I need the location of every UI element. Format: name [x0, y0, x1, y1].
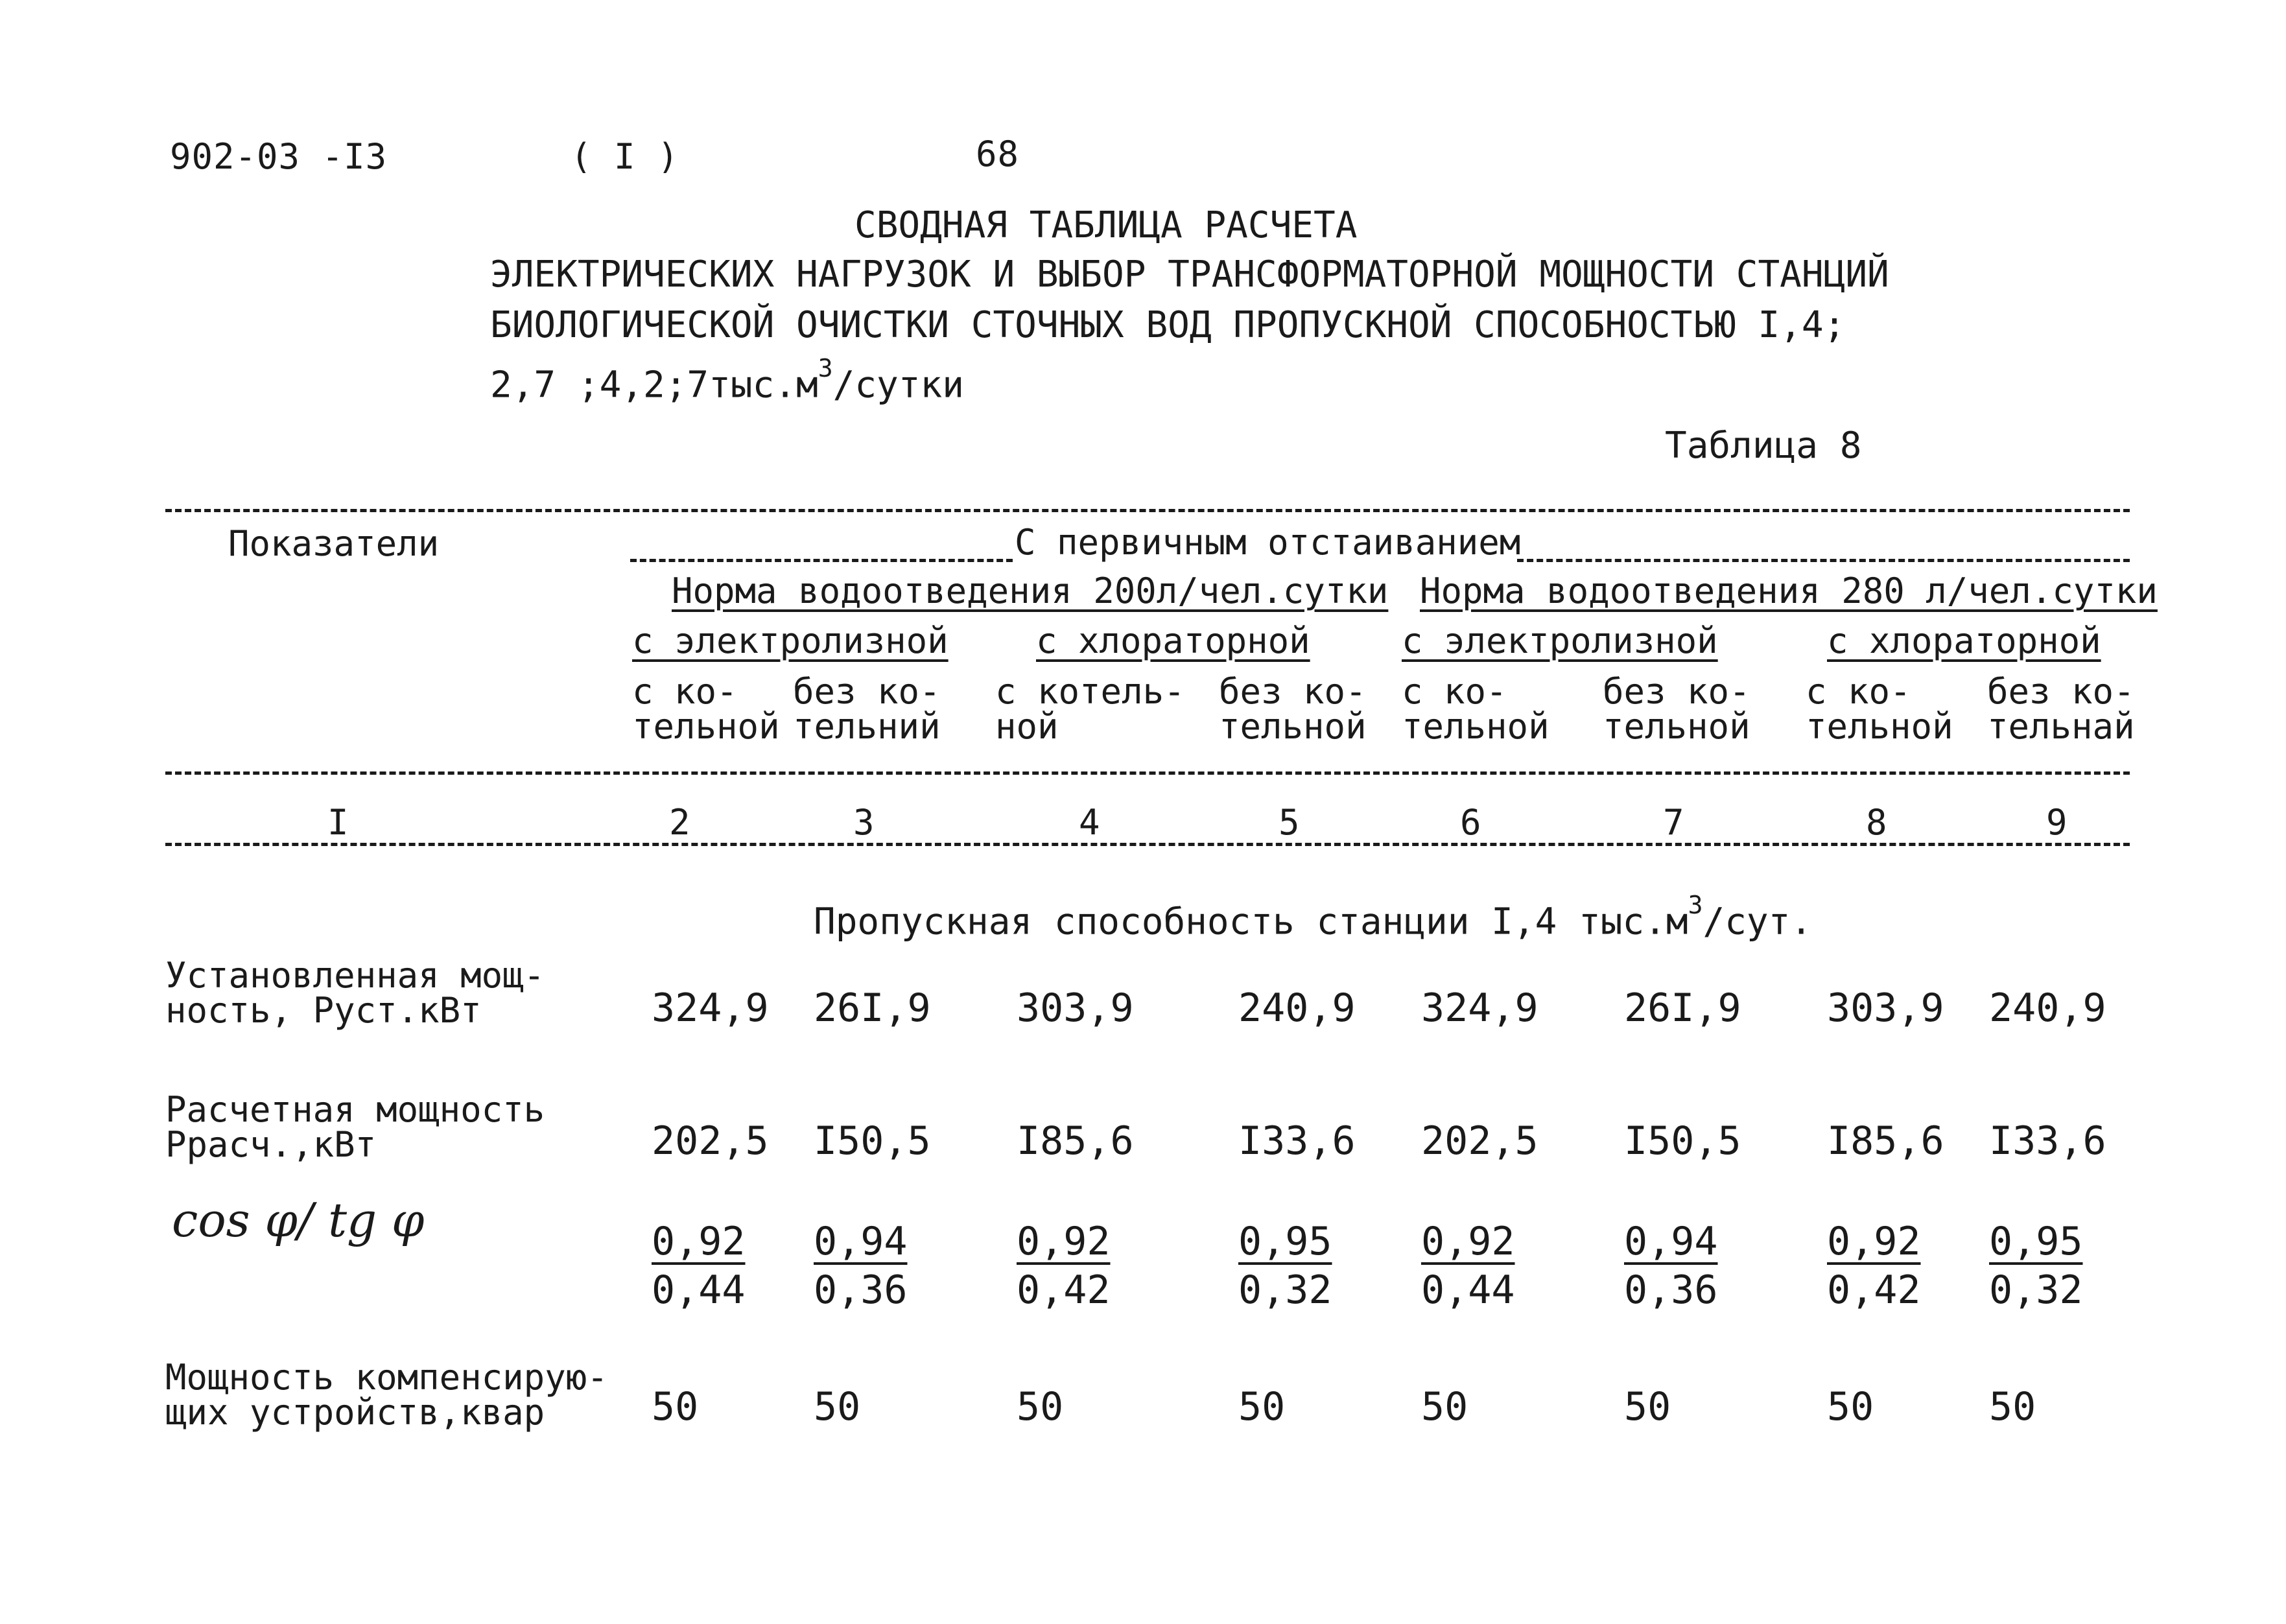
compensation-col6: 50 — [1421, 1384, 1468, 1430]
norm-200-header: Норма водоотведения 200л/чел.сутки — [672, 571, 1389, 611]
section-heading — [814, 889, 1812, 946]
tg-col5: 0,32 — [1238, 1267, 1332, 1313]
tg-col6: 0,44 — [1421, 1267, 1515, 1313]
document-code: 902-03 -I3 — [170, 136, 388, 177]
col-header-5-line1: без ко- — [1219, 671, 1367, 712]
row-label-line1: Мощность компенсирую- — [165, 1357, 608, 1398]
col-header-2-line2: тельной — [632, 706, 780, 747]
calculated-power-col6: 202,5 — [1421, 1118, 1538, 1164]
col-header-4 — [995, 671, 1185, 747]
compensation-col3: 50 — [814, 1384, 861, 1430]
col-header-8-line2: тельной — [1806, 706, 1953, 747]
cos-col9: 0,95 — [1989, 1219, 2083, 1264]
title-line-4-text: 2,7 ;4,2;7тыс.м — [490, 364, 818, 406]
row-label-line1: Установленная мощ- — [165, 955, 545, 996]
compensation-col7: 50 — [1624, 1384, 1671, 1430]
row-label-line2: ность, Руст.кВт — [165, 990, 482, 1031]
calculated-power-col2: 202,5 — [652, 1118, 769, 1164]
group-rule-left — [630, 559, 1013, 562]
col-header-3-line2: тельний — [793, 706, 941, 747]
col-number-9: 9 — [2046, 802, 2068, 843]
col-number-7: 7 — [1663, 802, 1684, 843]
cos-col3: 0,94 — [814, 1219, 908, 1264]
page-number: 68 — [976, 134, 1020, 174]
tg-col4: 0,42 — [1017, 1267, 1111, 1313]
tg-col2: 0,44 — [652, 1267, 746, 1313]
section-cubic-superscript: 3 — [1688, 891, 1703, 919]
col-number-6: 6 — [1460, 802, 1481, 843]
col-header-9-line2: тельнай — [1987, 706, 2135, 747]
compensation-col8: 50 — [1827, 1384, 1874, 1430]
row-label-line1: Расчетная мощность — [165, 1089, 545, 1130]
compensation-col5: 50 — [1238, 1384, 1286, 1430]
col-header-4-line1: с котель- — [995, 671, 1185, 712]
calculated-power-col9: I33,6 — [1989, 1118, 2106, 1164]
installed-power-col8: 303,9 — [1827, 985, 1944, 1031]
col-header-6-line2: тельной — [1402, 706, 1550, 747]
col-header-3 — [793, 671, 941, 747]
col-number-5: 5 — [1279, 802, 1300, 843]
col-header-7-line2: тельной — [1603, 706, 1750, 747]
tg-col7: 0,36 — [1624, 1267, 1718, 1313]
col-header-9 — [1987, 671, 2135, 747]
header-bottom-rule — [165, 771, 2130, 775]
section-heading-text: Пропускная способность станции I,4 тыс.м — [814, 900, 1688, 943]
row-label-line2: щих устройств,квар — [165, 1392, 545, 1433]
indicator-header: Показатели — [228, 523, 440, 564]
table-label: Таблица 8 — [1665, 425, 1862, 467]
col-header-6-line1: с ко- — [1402, 671, 1507, 712]
sub-header-1: с электролизной — [632, 620, 949, 661]
norm-280-header: Норма водоотведения 280 л/чел.сутки — [1420, 571, 2158, 611]
tg-col8: 0,42 — [1827, 1267, 1921, 1313]
col-number-4: 4 — [1079, 802, 1100, 843]
calculated-power-col8: I85,6 — [1827, 1118, 1944, 1164]
cubic-superscript: 3 — [818, 354, 833, 382]
calculated-power-col3: I50,5 — [814, 1118, 931, 1164]
col-number-1: I — [327, 802, 349, 843]
col-header-3-line1: без ко- — [793, 671, 941, 712]
title-line-1: СВОДНАЯ ТАБЛИЦА РАСЧЕТА — [854, 204, 1358, 246]
row-label-line2: Ррасч.,кВт — [165, 1124, 377, 1165]
row-label-calculated-power — [165, 1089, 545, 1165]
title-line-3: БИОЛОГИЧЕСКОЙ ОЧИСТКИ СТОЧНЫХ ВОД ПРОПУСКНОЙ СПОСОБНОСТЬЮ I,4; — [490, 304, 1846, 346]
col-number-rule — [165, 843, 2130, 846]
col-header-7 — [1603, 671, 1750, 747]
calculated-power-col7: I50,5 — [1624, 1118, 1741, 1164]
row-label-cos-tg: cos φ/ tg φ — [172, 1193, 425, 1247]
compensation-col4: 50 — [1017, 1384, 1064, 1430]
calculated-power-col5: I33,6 — [1238, 1118, 1356, 1164]
row-label-installed-power — [165, 955, 545, 1031]
col-header-4-line2: ной — [995, 706, 1059, 747]
col-header-8-line1: с ко- — [1806, 671, 1911, 712]
row-label-compensation-power — [165, 1357, 608, 1433]
group-rule-right — [1517, 559, 2130, 562]
title-line-2: ЭЛЕКТРИЧЕСКИХ НАГРУЗОК И ВЫБОР ТРАНСФОРМАТОРНОЙ МОЩНОСТИ СТАНЦИЙ — [490, 253, 1889, 296]
section-number: ( I ) — [571, 136, 679, 177]
cos-col8: 0,92 — [1827, 1219, 1921, 1264]
installed-power-col9: 240,9 — [1989, 985, 2106, 1031]
col-header-5-line2: тельной — [1219, 706, 1367, 747]
installed-power-col2: 324,9 — [652, 985, 769, 1031]
col-header-7-line1: без ко- — [1603, 671, 1750, 712]
col-header-2-line1: с ко- — [632, 671, 738, 712]
section-heading-unit: /сут. — [1703, 900, 1813, 943]
cos-col7: 0,94 — [1624, 1219, 1718, 1264]
col-header-8 — [1806, 671, 1953, 747]
compensation-col2: 50 — [652, 1384, 699, 1430]
sub-header-3: с электролизной — [1402, 620, 1718, 661]
calculated-power-col4: I85,6 — [1017, 1118, 1134, 1164]
col-number-3: 3 — [853, 802, 875, 843]
installed-power-col5: 240,9 — [1238, 985, 1356, 1031]
group-header: С первичным отстаиванием — [1015, 522, 1521, 563]
col-header-6 — [1402, 671, 1550, 747]
installed-power-col3: 26I,9 — [814, 985, 931, 1031]
title-line-4-unit: /сутки — [832, 364, 964, 406]
sub-header-2: с хлораторной — [1036, 620, 1310, 661]
cos-col5: 0,95 — [1238, 1219, 1332, 1264]
col-header-2 — [632, 671, 780, 747]
compensation-col9: 50 — [1989, 1384, 2036, 1430]
col-number-2: 2 — [669, 802, 690, 843]
installed-power-col7: 26I,9 — [1624, 985, 1741, 1031]
col-header-5 — [1219, 671, 1367, 747]
tg-col3: 0,36 — [814, 1267, 908, 1313]
col-header-9-line1: без ко- — [1987, 671, 2135, 712]
cos-col2: 0,92 — [652, 1219, 746, 1264]
tg-col9: 0,32 — [1989, 1267, 2083, 1313]
installed-power-col6: 324,9 — [1421, 985, 1538, 1031]
cos-col4: 0,92 — [1017, 1219, 1111, 1264]
sub-header-4: с хлораторной — [1827, 620, 2101, 661]
col-number-8: 8 — [1866, 802, 1887, 843]
installed-power-col4: 303,9 — [1017, 985, 1134, 1031]
title-line-4 — [490, 353, 964, 409]
cos-col6: 0,92 — [1421, 1219, 1515, 1264]
table-top-rule — [165, 509, 2130, 512]
